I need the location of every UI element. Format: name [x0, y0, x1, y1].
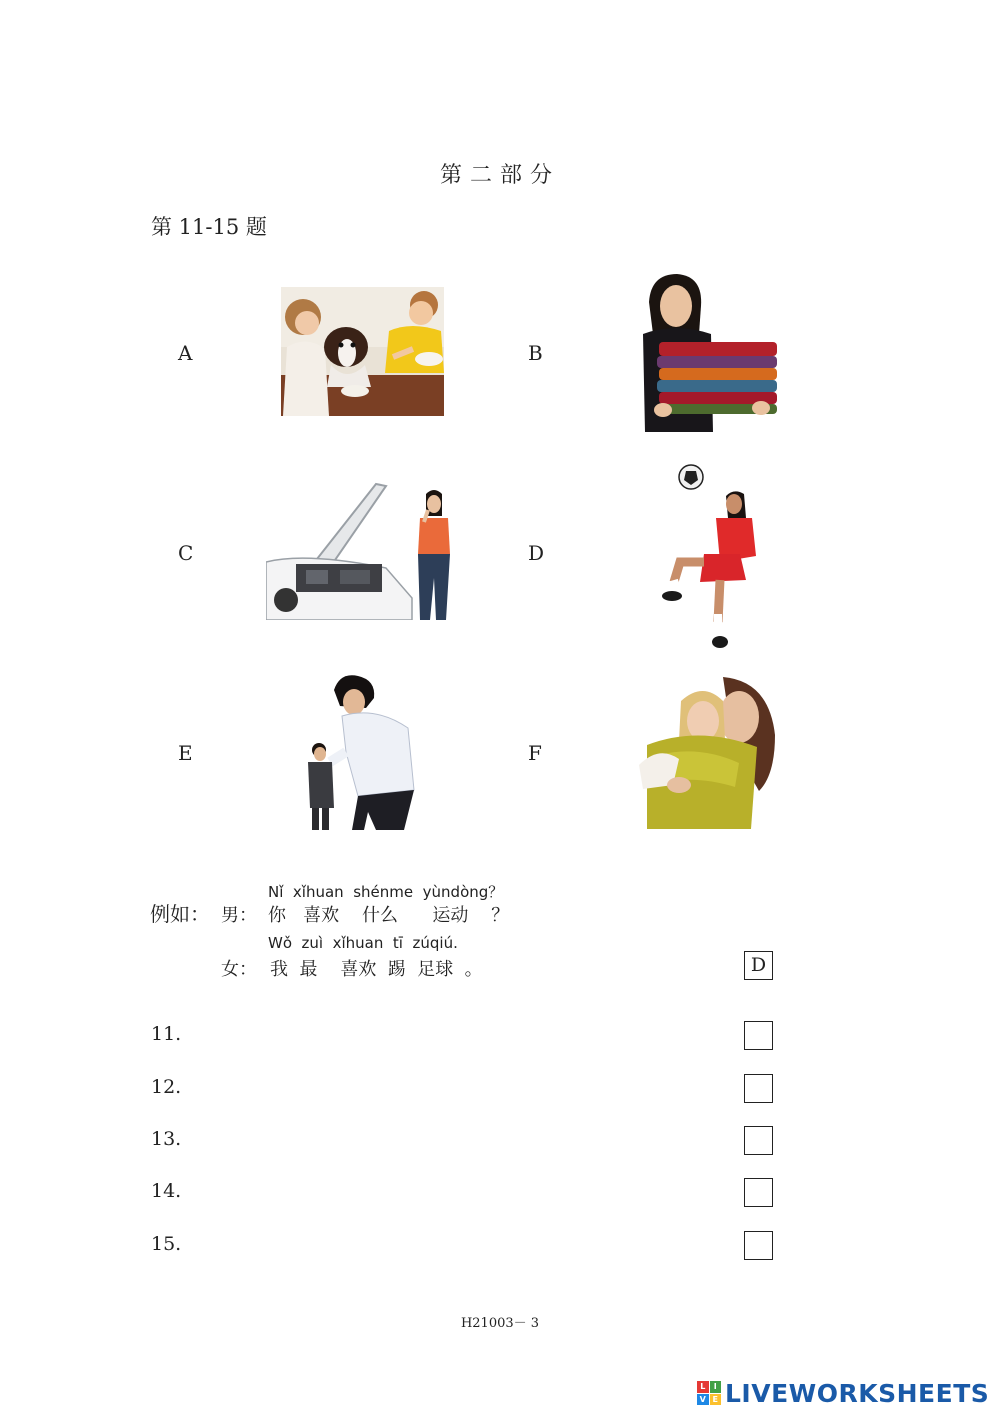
example-answer-box: D [744, 951, 773, 980]
answer-box-11[interactable] [744, 1021, 773, 1050]
girl-playing-football-photo [660, 462, 760, 652]
woman-holding-clothes-photo [641, 272, 778, 432]
woman-with-boy-photo [306, 672, 420, 830]
answer-box-13[interactable] [744, 1126, 773, 1155]
option-letter-c: C [178, 541, 194, 565]
liveworksheets-logo-icon: L I V E [697, 1381, 721, 1405]
answer-box-14[interactable] [744, 1178, 773, 1207]
question-13-number: 13. [151, 1128, 182, 1150]
question-15-number: 15. [151, 1233, 182, 1255]
male-speaker-label: 男： [221, 905, 257, 926]
page-title: 第二部分 [439, 163, 560, 188]
female-speaker-label: 女： [221, 959, 257, 980]
male-pinyin: Nǐ xǐhuan shénme yùndòng？ [268, 883, 504, 901]
example-label: 例如： [150, 902, 210, 926]
female-sentence: 我 最 喜欢 踢 足球 。 [270, 959, 483, 980]
section-subtitle: 第 11-15 题 [151, 215, 267, 239]
children-with-dog-photo [281, 287, 444, 416]
mother-hugging-girl-photo [639, 675, 777, 829]
question-12-number: 12. [151, 1076, 182, 1098]
question-14-number: 14. [151, 1180, 182, 1202]
woman-phone-car-hood-photo [266, 482, 458, 620]
answer-box-15[interactable] [744, 1231, 773, 1260]
option-letter-b: B [528, 341, 543, 365]
answer-box-12[interactable] [744, 1074, 773, 1103]
option-letter-d: D [528, 541, 545, 565]
liveworksheets-watermark [697, 1376, 989, 1410]
question-11-number: 11. [151, 1023, 182, 1045]
female-pinyin: Wǒ zuì xǐhuan tī zúqiú. [268, 934, 458, 952]
male-sentence: 你 喜欢 什么 运动 ？ [268, 905, 510, 926]
page-footer-code: H21003－ 3 [460, 1316, 540, 1331]
option-letter-a: A [178, 341, 193, 365]
option-letter-f: F [528, 741, 542, 765]
option-letter-e: E [178, 741, 193, 765]
liveworksheets-text: LIVEWORKSHEETS [725, 1378, 990, 1408]
